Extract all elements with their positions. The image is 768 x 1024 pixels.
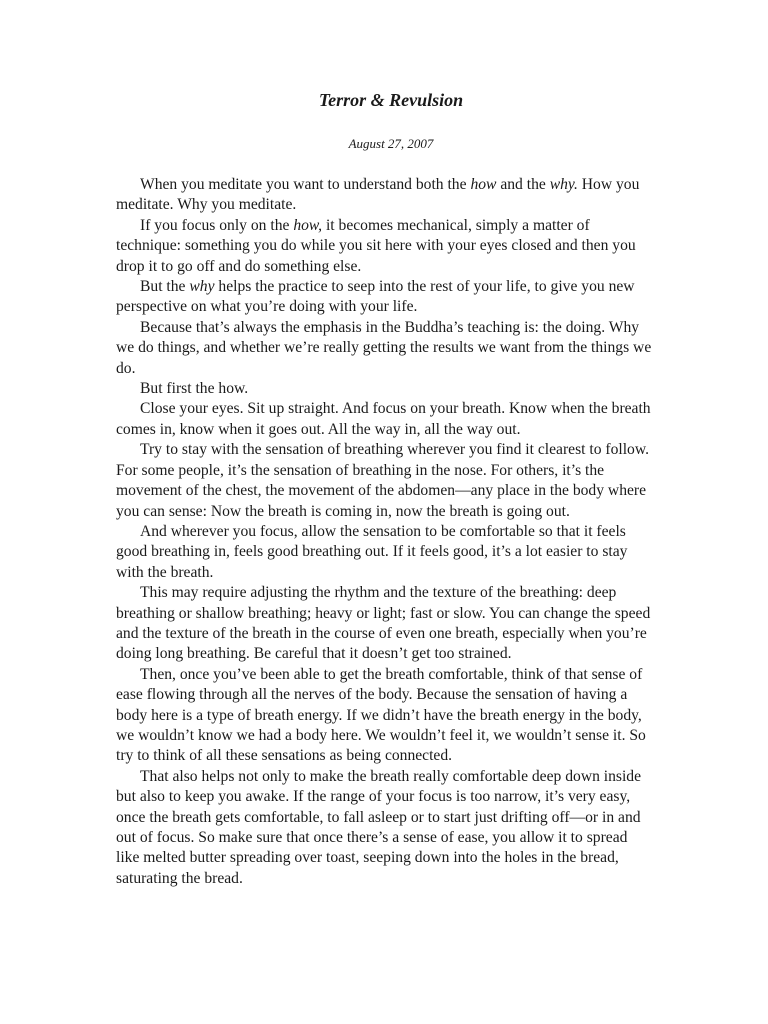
italic-text: why bbox=[189, 278, 215, 296]
paragraph bbox=[116, 175, 652, 216]
text-run: and the bbox=[496, 176, 550, 193]
document-page bbox=[116, 88, 652, 889]
text-run: If you focus only on the bbox=[140, 216, 294, 234]
paragraph bbox=[116, 318, 652, 379]
paragraph bbox=[116, 399, 652, 440]
paragraph bbox=[116, 379, 652, 399]
italic-text: why. bbox=[549, 176, 578, 193]
text-run: Try to stay with the sensation of breathing wherever you find it clearest to follow. For some people, it’s the sensation of breathing in the nose. For others, it’s the movement of the chest, the movement of the abdomen—any place in the body where you can sense: Now the breath is coming in, now the breath is going out. bbox=[116, 441, 649, 520]
paragraph bbox=[116, 583, 652, 665]
text-run: When you meditate you want to understand both the bbox=[140, 176, 471, 193]
paragraph bbox=[116, 277, 652, 318]
text-run: Because that’s always the emphasis in the Buddha’s teaching is: the doing. Why we do things, and whether we’re really getting the results we want from the things we do. bbox=[116, 318, 652, 377]
text-run: But first the how. bbox=[140, 380, 249, 398]
text-run: And wherever you focus, allow the sensation to be comfortable so that it feels good breathing in, feels good breathing out. If it feels good, it’s a lot easier to stay with the breath. bbox=[116, 522, 628, 581]
text-run: helps the practice to seep into the rest of your life, to give you new perspective on what you’re doing with your life. bbox=[116, 278, 635, 316]
text-run: This may require adjusting the rhythm and the texture of the breathing: deep breathing or shallow breathing; heavy or light; fast or slow. You can change the speed and the texture of the breath in the course of even one breath, especially when you’re doing long breathing. Be careful that it doesn’t get too strained. bbox=[116, 584, 651, 663]
paragraph bbox=[116, 767, 652, 889]
italic-text: how, bbox=[293, 216, 323, 234]
paragraph bbox=[116, 216, 652, 277]
text-run: That also helps not only to make the breath really comfortable deep down inside but also to keep you awake. If the range of your focus is too narrow, it’s very easy, once the breath gets comfortable, to fall asleep or to start just drifting off—or in and out of focus. So make sure that once there’s a sense of ease, you allow it to spread like melted butter spreading over toast, seeping down into the holes in the bread, saturating the bread. bbox=[116, 767, 642, 887]
italic-text: how bbox=[470, 176, 497, 193]
text-run: Then, once you’ve been able to get the breath comfortable, think of that sense of ease flowing through all the nerves of the body. Because the sensation of having a body here is a type of breath energy. If we didn’t have the breath energy in the body, we wouldn’t know we had a body here. We wouldn’t feel it, we wouldn’t sense it. So try to think of all these sensations as being connected. bbox=[116, 665, 646, 765]
text-run: How you meditate. Why you meditate. bbox=[116, 176, 640, 214]
text-run: it becomes mechanical, simply a matter of technique: something you do while you sit here with your eyes closed and then you drop it to go off and do something else. bbox=[116, 216, 636, 275]
text-run: But the bbox=[140, 278, 190, 296]
text-run: Close your eyes. Sit up straight. And focus on your breath. Know when the breath comes in, know when it goes out. All the way in, all the way out. bbox=[116, 400, 651, 438]
document-title: Terror & Revulsion bbox=[318, 90, 464, 110]
paragraph bbox=[116, 665, 652, 767]
document-body bbox=[116, 175, 652, 889]
paragraph bbox=[116, 522, 652, 583]
document-date: August 27, 2007 bbox=[348, 136, 434, 151]
paragraph bbox=[116, 440, 652, 522]
